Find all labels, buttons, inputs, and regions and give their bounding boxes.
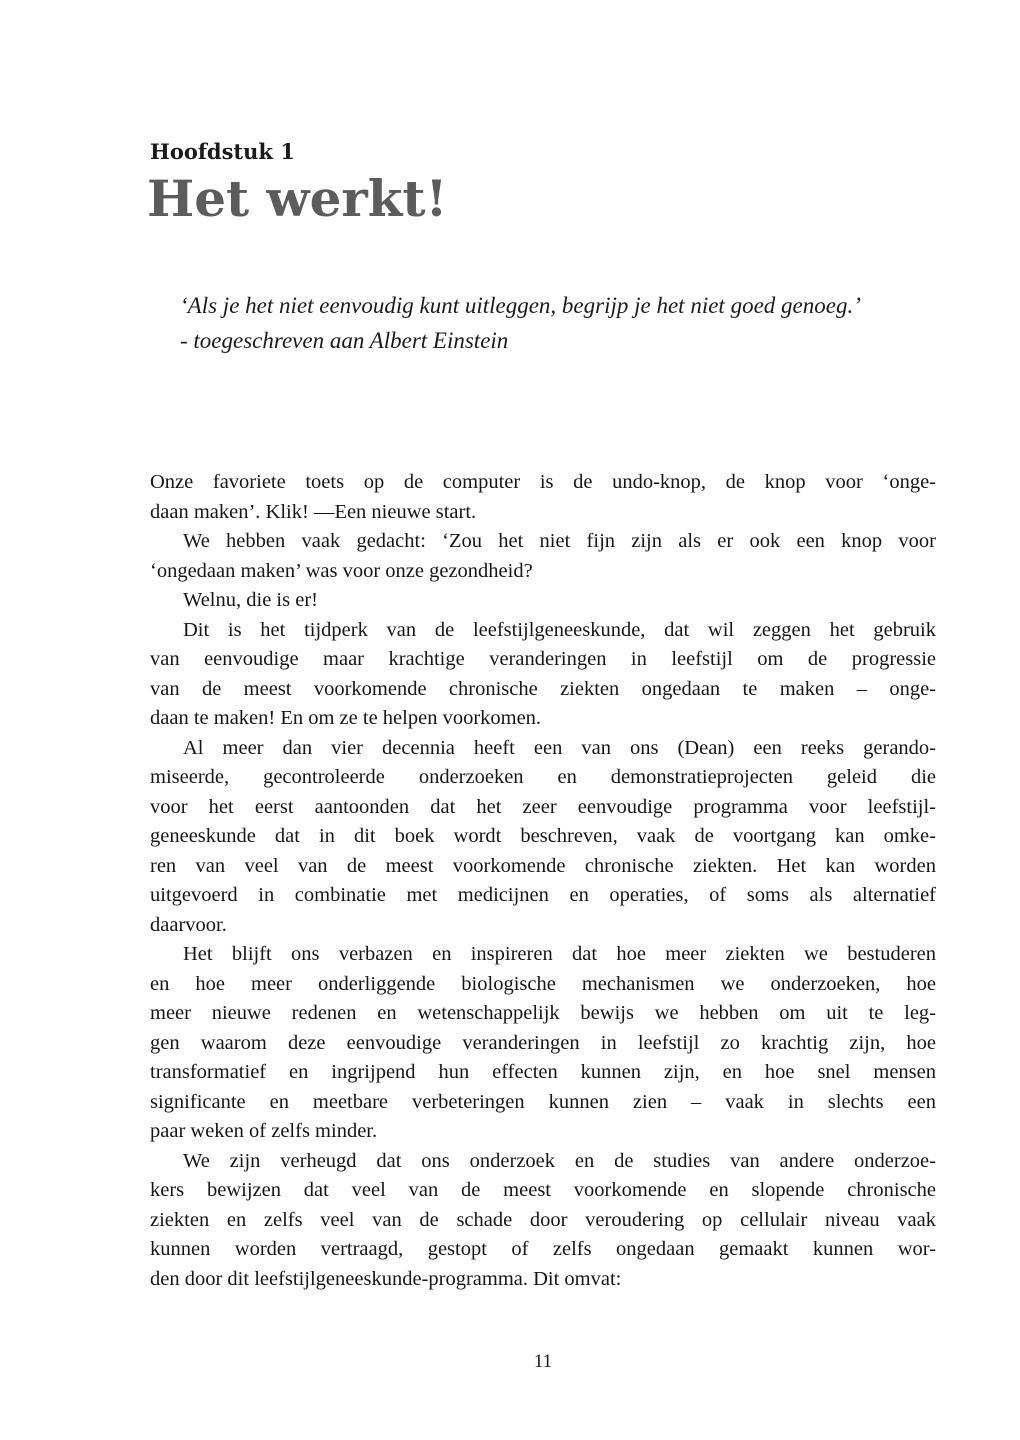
- text-line: voor het eerst aantoonden dat het zeer eenvoudige programma voor leefstijl-: [150, 795, 936, 818]
- text-line: kunnen worden vertraagd, gestopt of zelfs ongedaan gemaakt kunnen wor-: [150, 1238, 936, 1260]
- paragraph: [150, 468, 936, 527]
- paragraph: [150, 1147, 936, 1295]
- text-line: Al meer dan vier decennia heeft een van ons (Dean) een reeks gerando-: [183, 736, 936, 759]
- text-line: meer nieuwe redenen en wetenschappelijk bewijs we hebben om uit te leg-: [150, 1002, 936, 1024]
- text-line: uitgevoerd in combinatie met medicijnen en operaties, of soms als alternatief: [150, 884, 936, 906]
- paragraph: [150, 586, 936, 616]
- chapter-label: Hoofdstuk 1: [150, 139, 295, 164]
- page-title: Het werkt!: [147, 169, 448, 228]
- text-line: ren van veel van de meest voorkomende chronische ziekten. Het kan worden: [150, 854, 936, 877]
- text-line: daan maken’. Klik! —Een nieuwe start.: [150, 500, 477, 523]
- quote-attribution: - toegeschreven aan Albert Einstein: [180, 328, 509, 353]
- text-line: van eenvoudige maar krachtige veranderingen in leefstijl om de progressie: [150, 648, 936, 670]
- paragraph: [150, 616, 936, 734]
- text-line: daan te maken! En om ze te helpen voorkomen.: [150, 707, 542, 729]
- page-number: 11: [533, 1351, 553, 1372]
- body-text: [150, 468, 936, 1294]
- paragraph: [150, 940, 936, 1147]
- text-line: gen waarom deze eenvoudige veranderingen in leefstijl zo krachtig zijn, hoe: [150, 1031, 936, 1054]
- epigraph-quote: [180, 288, 940, 358]
- text-line: Het blijft ons verbazen en inspireren dat hoe meer ziekten we bestuderen: [183, 943, 936, 965]
- text-line: geneeskunde dat in dit boek wordt beschreven, vaak de voortgang kan omke-: [150, 825, 936, 847]
- text-line: miseerde, gecontroleerde onderzoeken en demonstratieprojecten geleid die: [150, 766, 936, 788]
- text-line: Welnu, die is er!: [183, 589, 318, 611]
- text-line: Dit is het tijdperk van de leefstijlgeneeskunde, dat wil zeggen het gebruik: [183, 618, 936, 641]
- text-line: significante en meetbare verbeteringen kunnen zien – vaak in slechts een: [150, 1090, 936, 1113]
- text-line: van de meest voorkomende chronische ziekten ongedaan te maken – onge-: [150, 677, 936, 700]
- text-line: We zijn verheugd dat ons onderzoek en de studies van andere onderzoe-: [183, 1149, 936, 1172]
- paragraph: [150, 527, 936, 586]
- quote-text: ‘Als je het niet eenvoudig kunt uitleggen, begrijp je het niet goed genoeg.’: [180, 293, 861, 318]
- text-line: ‘ongedaan maken’ was voor onze gezondheid?: [150, 559, 533, 582]
- text-line: Onze favoriete toets op de computer is de undo-knop, de knop voor ‘onge-: [150, 471, 936, 493]
- text-line: We hebben vaak gedacht: ‘Zou het niet fijn zijn als er ook een knop voor: [183, 530, 936, 552]
- text-line: den door dit leefstijlgeneeskunde-programma. Dit omvat:: [150, 1267, 622, 1290]
- text-line: daarvoor.: [150, 913, 227, 936]
- text-line: paar weken of zelfs minder.: [150, 1120, 378, 1142]
- text-line: kers bewijzen dat veel van de meest voorkomende en slopende chronische: [150, 1179, 936, 1201]
- text-line: en hoe meer onderliggende biologische mechanismen we onderzoeken, hoe: [150, 972, 936, 995]
- paragraph: [150, 734, 936, 941]
- text-line: ziekten en zelfs veel van de schade door veroudering op cellulair niveau vaak: [150, 1208, 936, 1231]
- text-line: transformatief en ingrijpend hun effecten kunnen zijn, en hoe snel mensen: [150, 1061, 936, 1083]
